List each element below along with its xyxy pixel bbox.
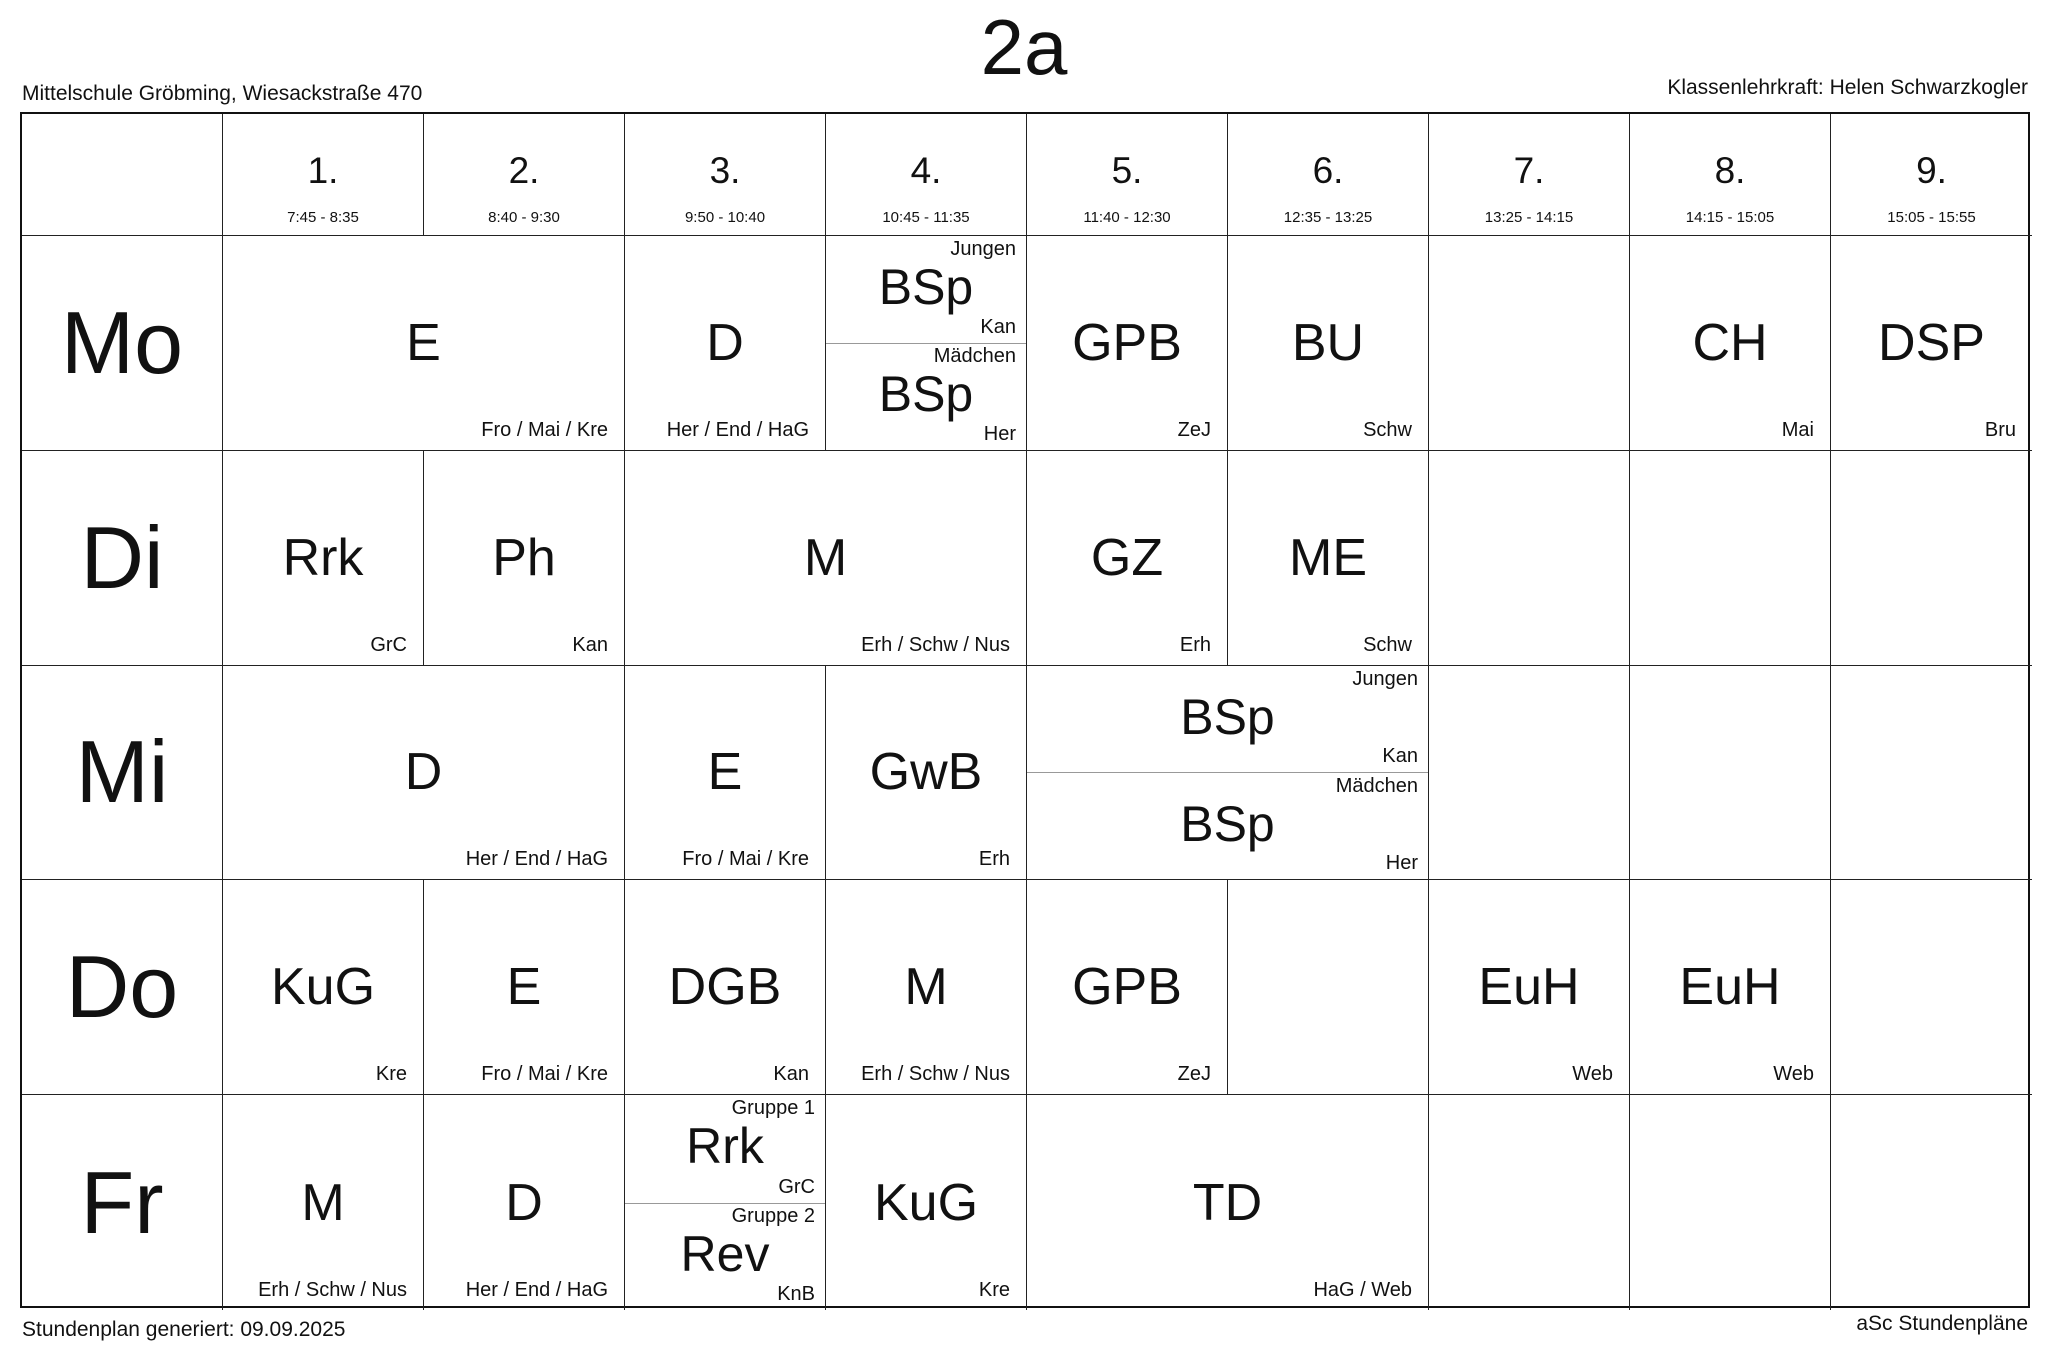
- period-time: 8:40 - 9:30: [488, 209, 560, 226]
- group-label: Gruppe 1: [731, 1097, 815, 1120]
- period-header: [1228, 114, 1429, 236]
- lesson-subject: KuG: [270, 958, 376, 1017]
- lesson-teacher: Schw: [1363, 633, 1412, 656]
- lesson-teacher: Erh: [1179, 633, 1211, 656]
- period-time: 15:05 - 15:55: [1887, 209, 1976, 226]
- lesson-subject: EuH: [1679, 958, 1781, 1017]
- lesson-cell-split: [1027, 666, 1429, 881]
- lesson-subject: D: [706, 313, 744, 372]
- lesson-teacher: Kre: [375, 1063, 407, 1086]
- period-number: 9.: [1916, 150, 1947, 191]
- period-number: 1.: [307, 150, 339, 191]
- day-label: [22, 880, 223, 1095]
- empty-cell: [1429, 236, 1630, 451]
- empty-cell: [1831, 666, 2032, 881]
- empty-cell: [1429, 666, 1630, 881]
- lesson-subject: BSp: [1180, 795, 1275, 852]
- lesson-cell: [223, 666, 625, 881]
- lesson-cell: [1228, 451, 1429, 666]
- lesson-teacher: Web: [1773, 1063, 1814, 1086]
- lesson-subject: EuH: [1478, 958, 1580, 1017]
- lesson-subject: M: [803, 528, 848, 587]
- empty-cell: [1831, 451, 2032, 666]
- lesson-subject: TD: [1192, 1173, 1263, 1232]
- lesson-subject: GPB: [1072, 313, 1182, 372]
- lesson-cell: [223, 1095, 424, 1310]
- empty-cell: [1429, 1095, 1630, 1310]
- lesson-cell-split: [625, 1095, 826, 1310]
- empty-cell: [1429, 451, 1630, 666]
- period-header: [424, 114, 625, 236]
- lesson-cell: [1027, 451, 1228, 666]
- lesson-subject: Ph: [492, 528, 556, 587]
- lesson-cell: [1831, 236, 2032, 451]
- lesson-subject: E: [707, 743, 743, 802]
- day-label: [22, 451, 223, 666]
- lesson-subject: GPB: [1072, 958, 1182, 1017]
- period-time: 14:15 - 15:05: [1685, 209, 1775, 226]
- school-name: Mittelschule Gröbming, Wiesackstraße 470: [22, 82, 423, 105]
- lesson-subject: GZ: [1090, 528, 1164, 587]
- lesson-subject: Rrk: [686, 1118, 764, 1175]
- period-time: 11:40 - 12:30: [1083, 209, 1171, 226]
- lesson-subject: M: [904, 958, 948, 1017]
- lesson-teacher: Web: [1572, 1063, 1613, 1086]
- lesson-teacher: ZeJ: [1177, 1063, 1211, 1086]
- period-number: 4.: [910, 150, 942, 191]
- lesson-cell: [1630, 880, 1831, 1095]
- lesson-teacher: GrC: [370, 633, 407, 656]
- timetable-grid: [20, 112, 2030, 1308]
- period-time: 12:35 - 13:25: [1283, 209, 1373, 226]
- corner-cell: [22, 114, 223, 236]
- lesson-cell: [223, 451, 424, 666]
- period-number: 8.: [1714, 150, 1746, 191]
- lesson-subject: E: [406, 313, 441, 372]
- lesson-group: [826, 343, 1026, 450]
- empty-cell: [1630, 451, 1831, 666]
- lesson-cell: [826, 1095, 1027, 1310]
- lesson-subject: BSp: [878, 259, 974, 315]
- period-header: [1630, 114, 1831, 236]
- lesson-teacher: Her / End / HaG: [666, 418, 809, 441]
- period-time: 10:45 - 11:35: [882, 209, 970, 226]
- period-time: 9:50 - 10:40: [684, 209, 766, 226]
- lesson-cell: [1228, 236, 1429, 451]
- period-number: 6.: [1312, 150, 1344, 191]
- lesson-subject: D: [404, 743, 443, 802]
- period-header: [1429, 114, 1630, 236]
- lesson-cell: [826, 880, 1027, 1095]
- lesson-cell: [625, 666, 826, 881]
- period-header: [625, 114, 826, 236]
- lesson-cell: [625, 451, 1027, 666]
- lesson-teacher: Fro / Mai / Kre: [682, 848, 809, 871]
- class-teacher: Klassenlehrkraft: Helen Schwarzkogler: [1667, 76, 2028, 99]
- software-brand: aSc Stundenpläne: [1856, 1312, 2028, 1335]
- period-time: 13:25 - 14:15: [1484, 209, 1574, 226]
- lesson-teacher: Fro / Mai / Kre: [481, 418, 608, 441]
- period-number: 3.: [709, 150, 741, 191]
- lesson-subject: BU: [1291, 313, 1365, 372]
- empty-cell: [1630, 666, 1831, 881]
- lesson-group: [1027, 666, 1428, 774]
- lesson-subject: KuG: [873, 1173, 979, 1232]
- lesson-cell: [1027, 880, 1228, 1095]
- lesson-teacher: Erh / Schw / Nus: [258, 1278, 407, 1301]
- lesson-teacher: GrC: [778, 1175, 815, 1198]
- day-label: [22, 666, 223, 881]
- period-time: 7:45 - 8:35: [287, 209, 359, 226]
- lesson-group: [625, 1095, 825, 1203]
- day-name: Di: [80, 507, 164, 607]
- lesson-cell: [424, 451, 625, 666]
- day-name: Do: [65, 937, 179, 1037]
- lesson-cell: [424, 1095, 625, 1310]
- lesson-teacher: Her / End / HaG: [465, 848, 608, 871]
- group-label: Jungen: [950, 238, 1016, 260]
- lesson-cell: [625, 880, 826, 1095]
- lesson-teacher: KnB: [777, 1282, 815, 1305]
- lesson-cell: [1429, 880, 1630, 1095]
- lesson-subject: ME: [1289, 528, 1367, 587]
- lesson-cell: [1027, 236, 1228, 451]
- lesson-subject: Rrk: [282, 528, 364, 587]
- lesson-teacher: ZeJ: [1177, 418, 1211, 441]
- lesson-subject: BSp: [1180, 688, 1275, 745]
- period-header: [826, 114, 1027, 236]
- day-name: Mo: [60, 292, 184, 392]
- empty-cell: [1630, 1095, 1831, 1310]
- class-title: 2a: [980, 3, 1068, 91]
- period-number: 2.: [508, 150, 540, 191]
- group-label: Jungen: [1352, 667, 1418, 690]
- lesson-teacher: Her: [983, 422, 1016, 445]
- lesson-group: [1027, 773, 1428, 880]
- lesson-teacher: Her / End / HaG: [465, 1278, 608, 1301]
- lesson-teacher: Kan: [773, 1063, 809, 1086]
- lesson-teacher: Mai: [1781, 418, 1814, 441]
- lesson-teacher: Fro / Mai / Kre: [481, 1063, 608, 1086]
- empty-cell: [1831, 1095, 2032, 1310]
- lesson-cell: [223, 880, 424, 1095]
- lesson-teacher: Erh / Schw / Nus: [861, 633, 1010, 656]
- group-label: Mädchen: [933, 344, 1016, 367]
- lesson-cell: [223, 236, 625, 451]
- lesson-teacher: Kan: [980, 315, 1016, 338]
- lesson-teacher: Kan: [1382, 745, 1418, 768]
- period-header: [1027, 114, 1228, 236]
- lesson-teacher: Bru: [1984, 418, 2016, 441]
- group-label: Mädchen: [1335, 774, 1418, 797]
- lesson-teacher: Her: [1385, 852, 1418, 875]
- lesson-subject: Rev: [680, 1225, 770, 1282]
- day-label: [22, 236, 223, 451]
- empty-cell: [1228, 880, 1429, 1095]
- lesson-cell: [424, 880, 625, 1095]
- period-header: [223, 114, 424, 236]
- lesson-cell: [826, 666, 1027, 881]
- day-label: [22, 1095, 223, 1310]
- period-header: [1831, 114, 2032, 236]
- lesson-teacher: Kan: [572, 633, 608, 656]
- day-name: Fr: [80, 1152, 164, 1252]
- generated-date: Stundenplan generiert: 09.09.2025: [22, 1318, 346, 1341]
- lesson-group: [826, 236, 1026, 344]
- lesson-subject: E: [506, 958, 542, 1017]
- lesson-subject: D: [505, 1173, 543, 1232]
- lesson-teacher: Erh: [978, 848, 1010, 871]
- lesson-cell: [1027, 1095, 1429, 1310]
- group-label: Gruppe 2: [731, 1204, 815, 1227]
- lesson-teacher: Kre: [978, 1278, 1010, 1301]
- lesson-subject: BSp: [878, 365, 974, 422]
- day-name: Mi: [75, 722, 169, 822]
- lesson-teacher: Erh / Schw / Nus: [861, 1063, 1010, 1086]
- lesson-subject: M: [301, 1173, 345, 1232]
- lesson-subject: DSP: [1878, 313, 1985, 372]
- lesson-subject: GwB: [869, 743, 983, 802]
- period-number: 5.: [1111, 150, 1143, 191]
- lesson-subject: DGB: [668, 958, 782, 1017]
- empty-cell: [1831, 880, 2032, 1095]
- lesson-cell-split: [826, 236, 1027, 451]
- lesson-teacher: Schw: [1363, 418, 1412, 441]
- lesson-group: [625, 1203, 825, 1310]
- lesson-subject: CH: [1692, 313, 1768, 372]
- period-number: 7.: [1513, 150, 1545, 191]
- lesson-cell: [625, 236, 826, 451]
- lesson-cell: [1630, 236, 1831, 451]
- lesson-teacher: HaG / Web: [1313, 1278, 1412, 1301]
